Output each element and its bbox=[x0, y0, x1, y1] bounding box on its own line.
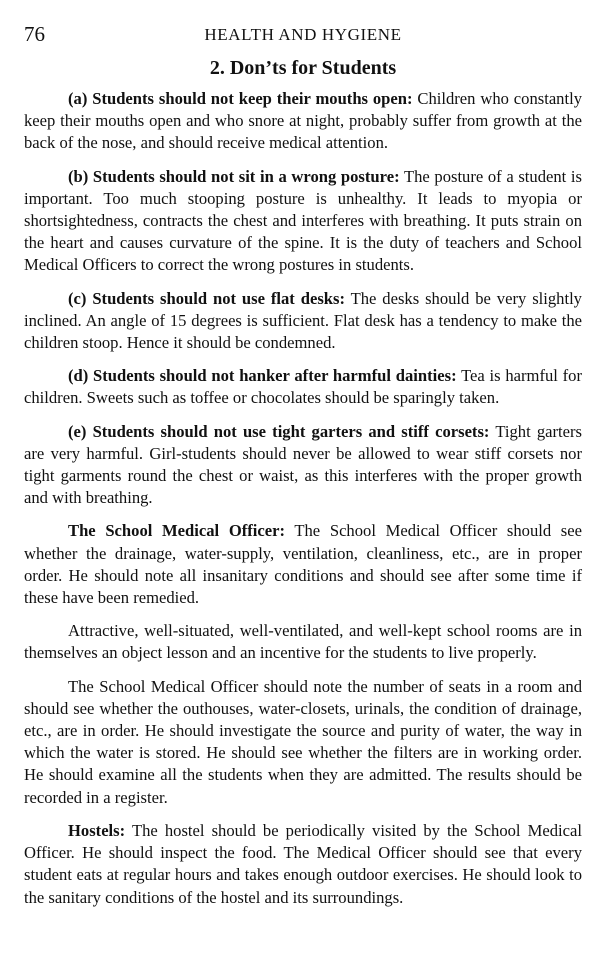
paragraph-lead: (c) Students should not use flat desks: bbox=[68, 288, 345, 308]
paragraph-hostels bbox=[24, 820, 582, 909]
paragraph-text: The School Medical Officer should note the number of seats in a room and should see whether the outhouses, water-closets, urinals, the condition of drainage, etc., are in order. He should investigate the source and purity of water, the way in which the water is stored. He should see whether the filters are in working order. He should examine all the students when they are admitted. The results should be recorded in a register. bbox=[24, 676, 582, 807]
paragraph-lead: (b) Students should not sit in a wrong posture: bbox=[68, 166, 400, 186]
running-header-title: HEALTH AND HYGIENE bbox=[204, 25, 402, 44]
paragraph-mouths-open bbox=[24, 88, 582, 155]
paragraph-text: Tight garters are very harmful. Girl-students should never be allowed to wear stiff corsets nor tight garments round the chest or waist, as this interferes with the proper growth and with breathing. bbox=[24, 421, 582, 508]
paragraph-harmful-dainties bbox=[24, 365, 582, 409]
paragraph-lead: The School Medical Officer: bbox=[68, 521, 286, 541]
paragraph-text: Attractive, well-situated, well-ventilated, and well-kept school rooms are in themselves an object lesson and an incentive for the students to live properly. bbox=[24, 621, 582, 663]
paragraph-flat-desks bbox=[24, 288, 582, 355]
paragraph-text: The hostel should be periodically visited by the School Medical Officer. He should inspect the food. The Medical Officer should see that every student eats at regular hours and takes enough outdoor exercises. He should look to the sanitary conditions of the hostel and its surroundings. bbox=[24, 820, 582, 907]
paragraph-text: Children who constantly keep their mouths open and who snore at night, probably suffer from growth at the back of the nose, and should receive medical attention. bbox=[24, 89, 582, 153]
paragraph-text: Tea is harmful for children. Sweets such as toffee or chocolates should be sparingly taken. bbox=[24, 366, 582, 408]
paragraph-wrong-posture bbox=[24, 166, 582, 277]
page-number: 76 bbox=[24, 22, 45, 46]
paragraph-officer-duties bbox=[24, 676, 582, 809]
paragraph-lead: (e) Students should not use tight garters and stiff corsets: bbox=[68, 421, 490, 441]
paragraph-text: The posture of a student is important. Too much stooping posture is unhealthy. It leads to myopia or shortsightedness, contracts the chest and interferes with breathing. It puts strain on the heart and causes curvature of the spine. It is the duty of teachers and School Medical Officers to correct the wrong postures in students. bbox=[24, 166, 582, 275]
paragraph-school-rooms bbox=[24, 620, 582, 664]
paragraph-text: The School Medical Officer should see whether the drainage, water-supply, ventilation, cleanliness, etc., are in proper order. He should note all insanitary conditions and should see after some time if these have been remedied. bbox=[24, 521, 582, 608]
paragraph-school-medical-officer bbox=[24, 520, 582, 609]
paragraph-lead: Hostels: bbox=[68, 820, 126, 840]
paragraph-text: The desks should be very slightly inclined. An angle of 15 degrees is sufficient. Flat desk has a tendency to make the children stoop. Hence it should be condemned. bbox=[24, 288, 582, 353]
paragraph-lead: (d) Students should not hanker after harmful dainties: bbox=[68, 366, 457, 386]
running-header bbox=[24, 20, 582, 48]
paragraph-lead: (a) Students should not keep their mouths open: bbox=[68, 89, 413, 108]
section-title: 2. Don’ts for Students bbox=[209, 57, 397, 79]
paragraph-garters-corsets bbox=[24, 421, 582, 510]
